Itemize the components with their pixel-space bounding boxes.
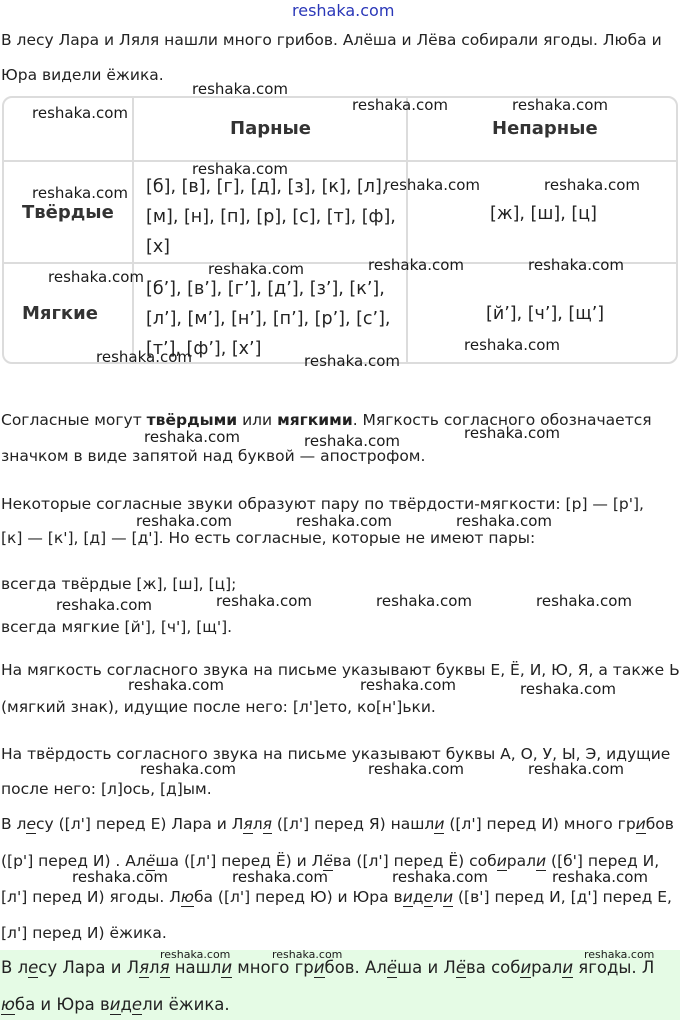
- p4-line-2: (мягкий знак), идущие после него: [л']ето, ко[н']ьки.: [1, 698, 436, 716]
- sound-line: [т’], [ф’], [х’]: [146, 339, 262, 359]
- watermark: reshaka.com: [192, 160, 288, 178]
- text: су Лара и Л: [38, 958, 140, 977]
- text: ба и Юра в: [14, 995, 110, 1014]
- watermark: reshaka.com: [536, 592, 632, 610]
- watermark: reshaka.com: [352, 96, 448, 114]
- soft-unpaired-sounds: [й’], [ч’], [щ’]: [486, 304, 605, 324]
- watermark: reshaka.com: [232, 868, 328, 886]
- text: л: [149, 958, 160, 977]
- row-header-soft: Мягкие: [22, 303, 98, 324]
- bold-term-hard: твёрдыми: [146, 411, 238, 429]
- p5-line-2: после него: [л]ось, [д]ым.: [1, 780, 212, 798]
- vowel-mark: ё: [145, 852, 156, 870]
- watermark: reshaka.com: [520, 680, 616, 698]
- watermark: reshaka.com: [304, 352, 400, 370]
- watermark: reshaka.com: [304, 432, 400, 450]
- text: ([л'] перед И) много гр: [444, 815, 636, 833]
- watermark: reshaka.com: [140, 760, 236, 778]
- vowel-mark: и: [520, 958, 532, 977]
- text: ([в'] перед И, [д'] перед Е,: [453, 888, 672, 906]
- vowel-mark: е: [423, 888, 434, 906]
- watermark: reshaka.com: [48, 268, 144, 286]
- text: ([л'] перед Я) нашл: [271, 815, 435, 833]
- text: ша ([л'] перед Ё) и Л: [155, 852, 324, 870]
- p2-line-2: [к] — [к'], [д] — [д']. Но есть согласные, которые не имеют пары:: [1, 529, 536, 547]
- watermark: reshaka.com: [368, 256, 464, 274]
- watermark: reshaka.com: [128, 676, 224, 694]
- vowel-mark: ю: [180, 888, 194, 906]
- sound-line: [м], [н], [п], [р], [с], [т], [ф],: [146, 207, 396, 227]
- watermark: reshaka.com: [136, 512, 232, 530]
- watermark: reshaka.com: [512, 96, 608, 114]
- vowel-mark: и: [562, 958, 574, 977]
- watermark: reshaka.com: [96, 348, 192, 366]
- p3-line-2: всегда мягкие [й'], [ч'], [щ'].: [1, 618, 233, 636]
- watermark: reshaka.com: [392, 868, 488, 886]
- text: л: [252, 815, 263, 833]
- vowel-mark: и: [536, 852, 547, 870]
- sound-line: [л’], [м’], [н’], [п’], [р’], [с’],: [146, 309, 391, 329]
- vowel-mark: я: [243, 815, 253, 833]
- watermark-top[interactable]: reshaka.com: [292, 1, 395, 20]
- table-divider: [4, 160, 676, 162]
- text: Согласные могут: [1, 411, 147, 429]
- vowel-mark: и: [496, 852, 507, 870]
- text: л: [433, 888, 443, 906]
- analysis-line-1: [1, 806, 678, 842]
- text: д: [412, 888, 424, 906]
- text: ([р'] перед И) . Ал: [1, 852, 146, 870]
- text: ва соб: [466, 958, 521, 977]
- vowel-mark: и: [434, 815, 445, 833]
- watermark: reshaka.com: [360, 676, 456, 694]
- table-divider: [132, 98, 134, 362]
- bold-term-soft: мягкими: [277, 411, 353, 429]
- watermark: reshaka.com: [376, 592, 472, 610]
- text: д: [120, 995, 132, 1014]
- vowel-mark: е: [28, 958, 39, 977]
- text: ли ёжика.: [142, 995, 230, 1014]
- p4-line-1: На мягкость согласного звука на письме указывают буквы Е, Ё, И, Ю, Я, а также Ь: [1, 661, 680, 679]
- vowel-mark: ю: [1, 995, 15, 1014]
- p2-line-1: Некоторые согласные звуки образуют пару по твёрдости-мягкости: [р] — [р'],: [1, 495, 644, 513]
- watermark: reshaka.com: [552, 868, 648, 886]
- watermark: reshaka.com: [56, 596, 152, 614]
- text: бов. Ал: [324, 958, 387, 977]
- intro-line-2: Юра видели ёжика.: [1, 66, 164, 84]
- watermark: reshaka.com: [72, 868, 168, 886]
- watermark: reshaka.com: [584, 948, 655, 961]
- watermark: reshaka.com: [456, 512, 552, 530]
- vowel-mark: и: [442, 888, 454, 906]
- watermark: reshaka.com: [192, 80, 288, 98]
- watermark: reshaka.com: [464, 424, 560, 442]
- p1-line-2: значком в виде запятой над буквой — апострофом.: [1, 447, 426, 465]
- vowel-mark: ё: [323, 852, 333, 870]
- watermark: reshaka.com: [272, 948, 343, 961]
- vowel-mark: е: [131, 995, 143, 1014]
- text: рал: [506, 852, 537, 870]
- text: ба ([л'] перед Ю) и Юра в: [193, 888, 403, 906]
- vowel-mark: ё: [386, 958, 397, 977]
- vowel-mark: и: [402, 888, 413, 906]
- text: ([б'] перед И,: [546, 852, 660, 870]
- text: много гр: [232, 958, 314, 977]
- watermark: reshaka.com: [368, 760, 464, 778]
- text: или: [237, 411, 278, 429]
- analysis-line-4: [л'] перед И) ёжика.: [1, 924, 167, 942]
- vowel-mark: и: [313, 958, 325, 977]
- p3-line-1: всегда твёрдые [ж], [ш], [ц];: [1, 575, 237, 593]
- hard-paired-sounds: [146, 172, 396, 262]
- vowel-mark: и: [635, 815, 646, 833]
- vowel-mark: я: [139, 958, 150, 977]
- vowel-mark: я: [262, 815, 272, 833]
- text: ша и Л: [397, 958, 456, 977]
- watermark: reshaka.com: [208, 260, 304, 278]
- consonants-table: [2, 96, 678, 364]
- text: . Мягкость согласного обозначается: [352, 411, 652, 429]
- vowel-mark: и: [109, 995, 121, 1014]
- watermark: reshaka.com: [464, 336, 560, 354]
- vowel-mark: и: [221, 958, 233, 977]
- sound-line: [б], [в], [г], [д], [з], [к], [л],: [146, 177, 388, 197]
- watermark: reshaka.com: [528, 760, 624, 778]
- text: рал: [531, 958, 563, 977]
- text: В л: [1, 815, 27, 833]
- sound-line: [х]: [146, 237, 171, 257]
- text: ва ([л'] перед Ё) соб: [332, 852, 497, 870]
- final-line-2: [1, 995, 230, 1014]
- watermark: reshaka.com: [216, 592, 312, 610]
- vowel-mark: е: [26, 815, 37, 833]
- watermark: reshaka.com: [296, 512, 392, 530]
- intro-line-1: В лесу Лара и Ляля нашли много грибов. Алёша и Лёва собирали ягоды. Люба и: [1, 31, 662, 49]
- vowel-mark: я: [159, 958, 170, 977]
- watermark: reshaka.com: [160, 948, 231, 961]
- header-unpaired: Непарные: [492, 118, 598, 139]
- text: су ([л'] перед Е) Лара и Л: [36, 815, 244, 833]
- sound-line: [б’], [в’], [г’], [д’], [з’], [к’],: [146, 279, 385, 299]
- watermark: reshaka.com: [32, 104, 128, 122]
- watermark: reshaka.com: [528, 256, 624, 274]
- watermark: reshaka.com: [32, 184, 128, 202]
- row-header-hard: Твёрдые: [22, 202, 114, 223]
- text: нашл: [169, 958, 222, 977]
- text: бов: [645, 815, 674, 833]
- table-divider: [406, 98, 408, 362]
- text: В л: [1, 958, 29, 977]
- vowel-mark: ё: [455, 958, 466, 977]
- header-paired: Парные: [230, 118, 312, 139]
- watermark: reshaka.com: [384, 176, 480, 194]
- text: [л'] перед И) ягоды. Л: [1, 888, 181, 906]
- hard-unpaired-sounds: [ж], [ш], [ц]: [490, 204, 597, 224]
- watermark: reshaka.com: [144, 428, 240, 446]
- watermark: reshaka.com: [544, 176, 640, 194]
- p5-line-1: На твёрдость согласного звука на письме указывают буквы А, О, У, Ы, Э, идущие: [1, 745, 671, 763]
- text: ягоды. Л: [573, 958, 655, 977]
